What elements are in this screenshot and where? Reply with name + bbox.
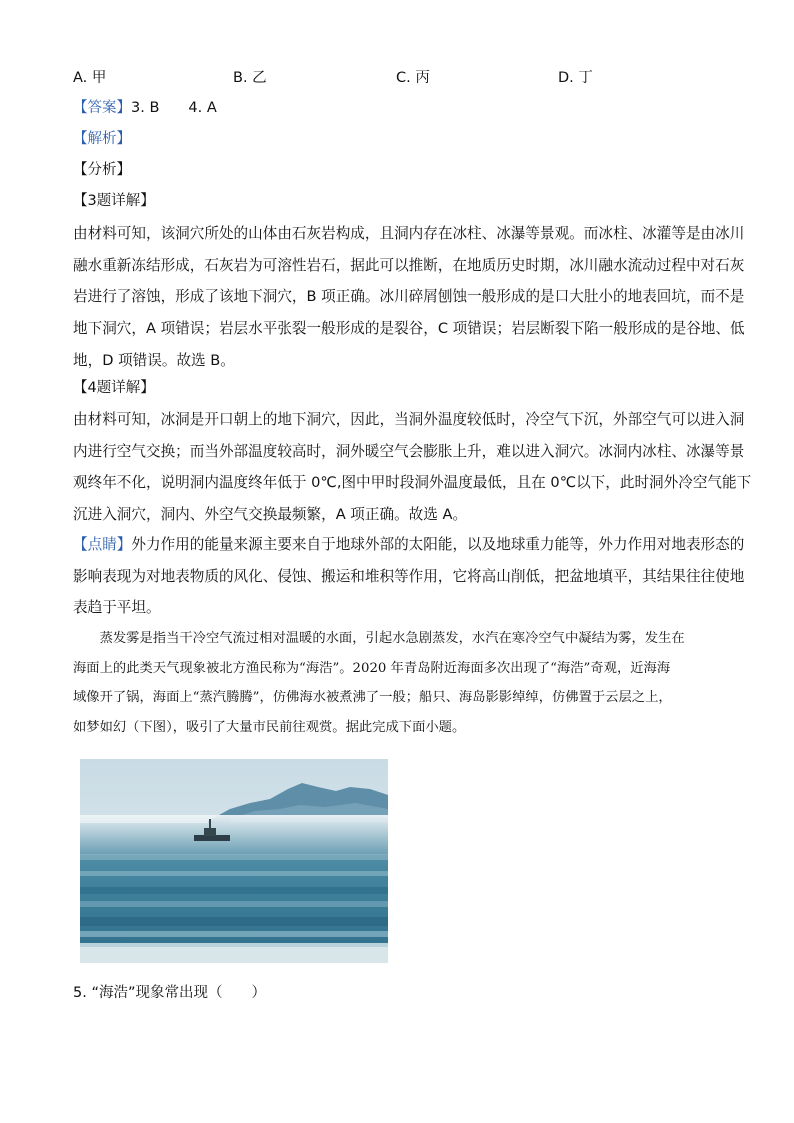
dianjing-paragraph	[73, 529, 745, 624]
fenxi-tag: 【分析】	[73, 162, 131, 178]
question-5: 5. “海浩”现象常出现（ ）	[73, 985, 266, 1001]
q3-line: 融水重新冻结形成，石灰岩为可溶性岩石，据此可以推断，在地质历史时期，冰川融水流动过程中对石灰	[73, 256, 745, 274]
answer-tag: 【答案】	[73, 100, 131, 116]
q4-line: 由材料可知，冰洞是开口朝上的地下洞穴，因此，当洞外温度较低时，冷空气下沉，外部空气可以进入洞	[73, 411, 745, 428]
q4-line: 沉进入洞穴，洞内、外空气交换最频繁，A 项正确。故选 A。	[73, 506, 468, 524]
analysis-tag: 【解析】	[73, 131, 131, 147]
q3-heading: 【3题详解】	[73, 193, 155, 209]
q3-line: 地，D 项错误。故选 B。	[73, 351, 235, 369]
dianjing-line	[73, 529, 745, 561]
option-b: B. 乙	[233, 70, 267, 86]
dianjing-tag: 【点睛】	[73, 536, 132, 553]
dianjing-line: 表趋于平坦。	[73, 599, 161, 617]
material-line: 域像开了锅，海面上“蒸汽腾腾”，仿佛海水被煮沸了一般；船只、海岛影影绰绰，仿佛置于云层之上，	[73, 690, 672, 705]
dianjing-line: 影响表现为对地表物质的风化、侵蚀、搬运和堆积等作用，它将高山削低，把盆地填平，其结果往往使地	[73, 567, 745, 585]
answer-line	[73, 98, 217, 118]
q4-heading: 【4题详解】	[73, 380, 155, 396]
dianjing-text: 外力作用的能量来源主要来自于地球外部的太阳能，以及地球重力能等，外力作用对地表形态的	[131, 536, 745, 553]
q4-line: 观终年不化，说明洞内温度终年低于 0℃,图中甲时段洞外温度最低，且在 0℃以下，此时洞外冷空气能下	[73, 474, 752, 492]
q3-line: 由材料可知，该洞穴所处的山体由石灰岩构成，且洞内存在冰柱、冰瀑等景观。而冰柱、冰灌等是由冰川	[73, 225, 745, 242]
material-line: 海面上的此类天气现象被北方渔民称为“海浩”。2020 年青岛附近海面多次出现了“海浩”奇观，近海海	[73, 660, 671, 676]
q4-paragraph	[73, 404, 752, 531]
q3-line: 地下洞穴，A 项错误；岩层水平张裂一般形成的是裂谷，C 项错误；岩层断裂下陷一般形成的是谷地、低	[73, 320, 745, 338]
q3-paragraph	[73, 218, 745, 377]
answer-text: 3. B 4. A	[131, 100, 217, 116]
q3-line: 岩进行了溶蚀，形成了该地下洞穴，B 项正确。冰川碎屑刨蚀一般形成的是口大肚小的地表回坑，而不是	[73, 288, 745, 306]
option-a: A. 甲	[73, 70, 107, 86]
q4-line: 内进行空气交换；而当外部温度较高时，洞外暖空气会膨胀上升，难以进入洞穴。冰洞内冰柱、冰瀑等景	[73, 442, 745, 460]
sea-fog-photo	[80, 759, 388, 963]
material-line: 蒸发雾是指当干冷空气流过相对温暖的水面，引起水急剧蒸发，水汽在寒冷空气中凝结为雾，发生在	[73, 631, 685, 646]
material-line: 如梦如幻（下图），吸引了大量市民前往观赏。据此完成下面小题。	[73, 719, 466, 735]
option-c: C. 丙	[396, 70, 430, 86]
material-paragraph	[73, 624, 723, 742]
option-d: D. 丁	[558, 70, 593, 86]
